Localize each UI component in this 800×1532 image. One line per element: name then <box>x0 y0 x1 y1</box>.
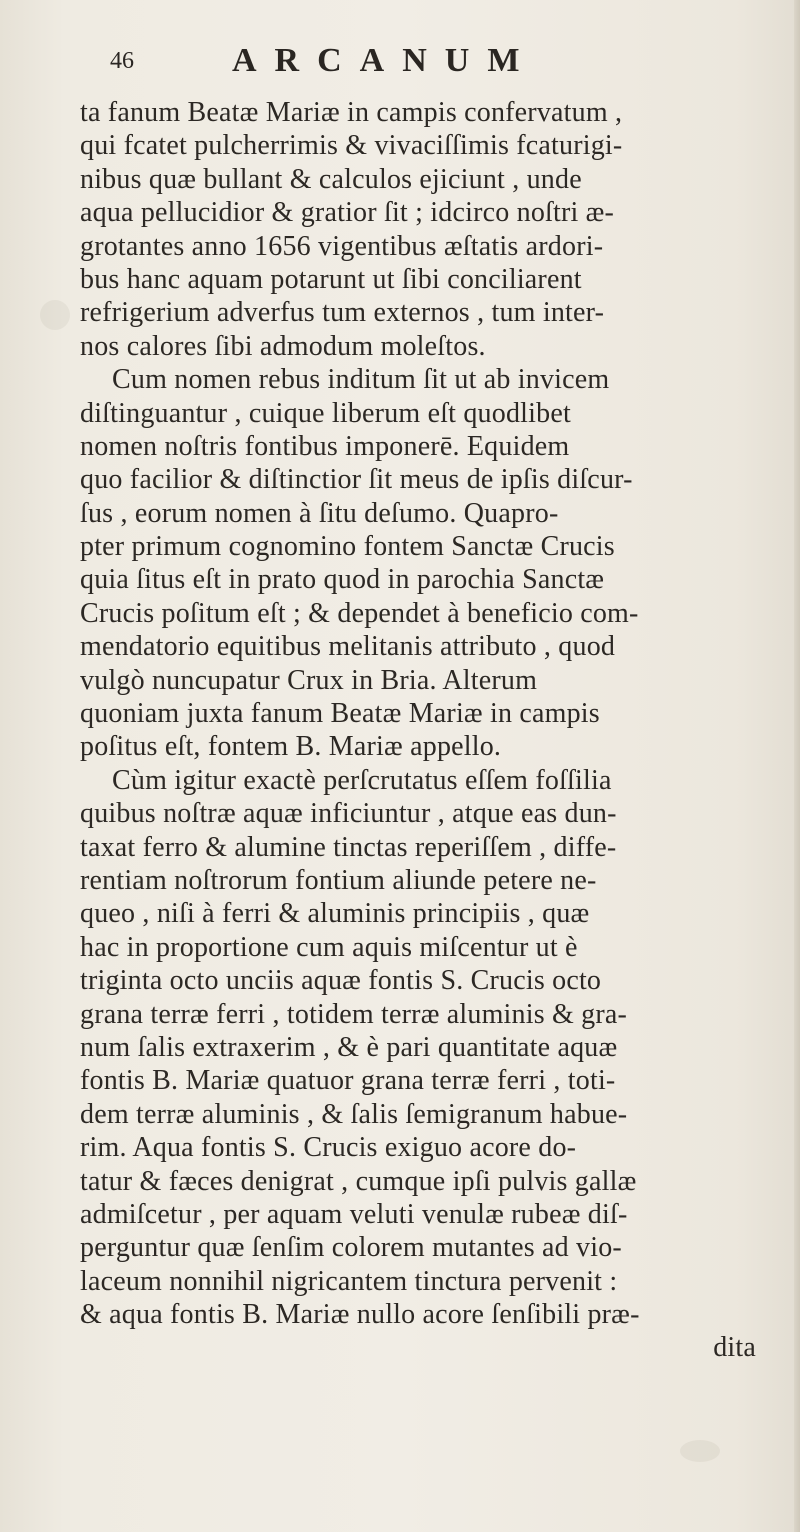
text-line: laceum nonnihil nigricantem tinctura pervenit : <box>80 1265 618 1297</box>
text-line: poſitus eſt, fontem B. Mariæ appello. <box>80 731 502 763</box>
text-line: taxat ferro & alumine tinctas reperiſſem , diffe- <box>80 831 617 863</box>
text-line: vulgò nuncupatur Crux in Bria. Alterum <box>80 664 538 696</box>
text-line: refrigerium adverfus tum externos , tum inter- <box>80 297 605 329</box>
text-line: nos calores ſibi admodum moleſtos. <box>80 330 486 362</box>
text-line: qui fcatet pulcherrimis & vivaciſſimis fcaturigi- <box>80 130 623 162</box>
text-line: Cùm igitur exactè perſcrutatus eſſem foſſilia <box>112 764 612 796</box>
text-line: pter primum cognomino fontem Sanctæ Crucis <box>80 531 615 563</box>
paper-stain <box>40 300 70 330</box>
page-number: 46 <box>110 48 134 74</box>
text-line: nomen noſtris fontibus imponerē. Equidem <box>80 430 570 462</box>
text-line: diſtinguantur , cuique liberum eſt quodlibet <box>80 397 571 429</box>
text-line: triginta octo unciis aquæ fontis S. Crucis octo <box>80 965 602 997</box>
text-line: quoniam juxta fanum Beatæ Mariæ in campis <box>80 698 600 730</box>
text-line: ſus , eorum nomen à ſitu deſumo. Quapro- <box>80 497 559 529</box>
text-line: ta fanum Beatæ Mariæ in campis confervatum , <box>80 97 623 128</box>
text-line: quo facilior & diſtinctior ſit meus de ipſis diſcur- <box>80 464 633 496</box>
text-line: Cum nomen rebus inditum ſit ut ab invicem <box>112 364 610 396</box>
text-line: queo , niſi à ferri & aluminis principiis , quæ <box>80 898 590 930</box>
text-line: quia ſitus eſt in prato quod in parochia Sanctæ <box>80 564 605 596</box>
text-line: grotantes anno 1656 vigentibus æſtatis ardori- <box>80 230 604 262</box>
text-line: & aqua fontis B. Mariæ nullo acore ſenſibili præ- <box>80 1299 640 1331</box>
page-edge <box>794 0 800 1532</box>
text-line: aqua pellucidior & gratior ſit ; idcirco noſtri æ- <box>80 197 615 229</box>
text-line: nibus quæ bullant & calculos ejiciunt , unde <box>80 163 582 195</box>
text-line: rim. Aqua fontis S. Crucis exiguo acore do- <box>80 1132 577 1164</box>
text-line: bus hanc aquam potarunt ut ſibi conciliarent <box>80 263 582 295</box>
text-line: Crucis poſitum eſt ; & dependet à beneficio com- <box>80 597 639 629</box>
text-line: perguntur quæ ſenſim colorem mutantes ad vio- <box>80 1232 622 1264</box>
paper-stain <box>680 1440 720 1462</box>
running-title: ARCANUM <box>232 42 538 79</box>
text-line: rentiam noſtrorum fontium aliunde petere ne- <box>80 864 597 896</box>
text-line: fontis B. Mariæ quatuor grana terræ ferri , toti- <box>80 1065 616 1097</box>
text-line: dita <box>713 1332 756 1364</box>
text-line: mendatorio equitibus melitanis attributo , quod <box>80 631 616 663</box>
text-line: dem terræ aluminis , & ſalis ſemigranum habue- <box>80 1098 628 1130</box>
text-line: admiſcetur , per aquam veluti venulæ rubeæ diſ- <box>80 1198 628 1230</box>
text-line: num ſalis extraxerim , & è pari quantitate aquæ <box>80 1031 618 1063</box>
body-text <box>80 96 770 1365</box>
text-line: tatur & fæces denigrat , cumque ipſi pulvis gallæ <box>80 1165 637 1197</box>
text-line: hac in proportione cum aquis miſcentur ut è <box>80 931 578 963</box>
text-line: grana terræ ferri , totidem terræ aluminis & gra- <box>80 998 628 1030</box>
text-line: quibus noſtræ aquæ inficiuntur , atque eas dun- <box>80 798 617 830</box>
page-header <box>0 42 800 92</box>
